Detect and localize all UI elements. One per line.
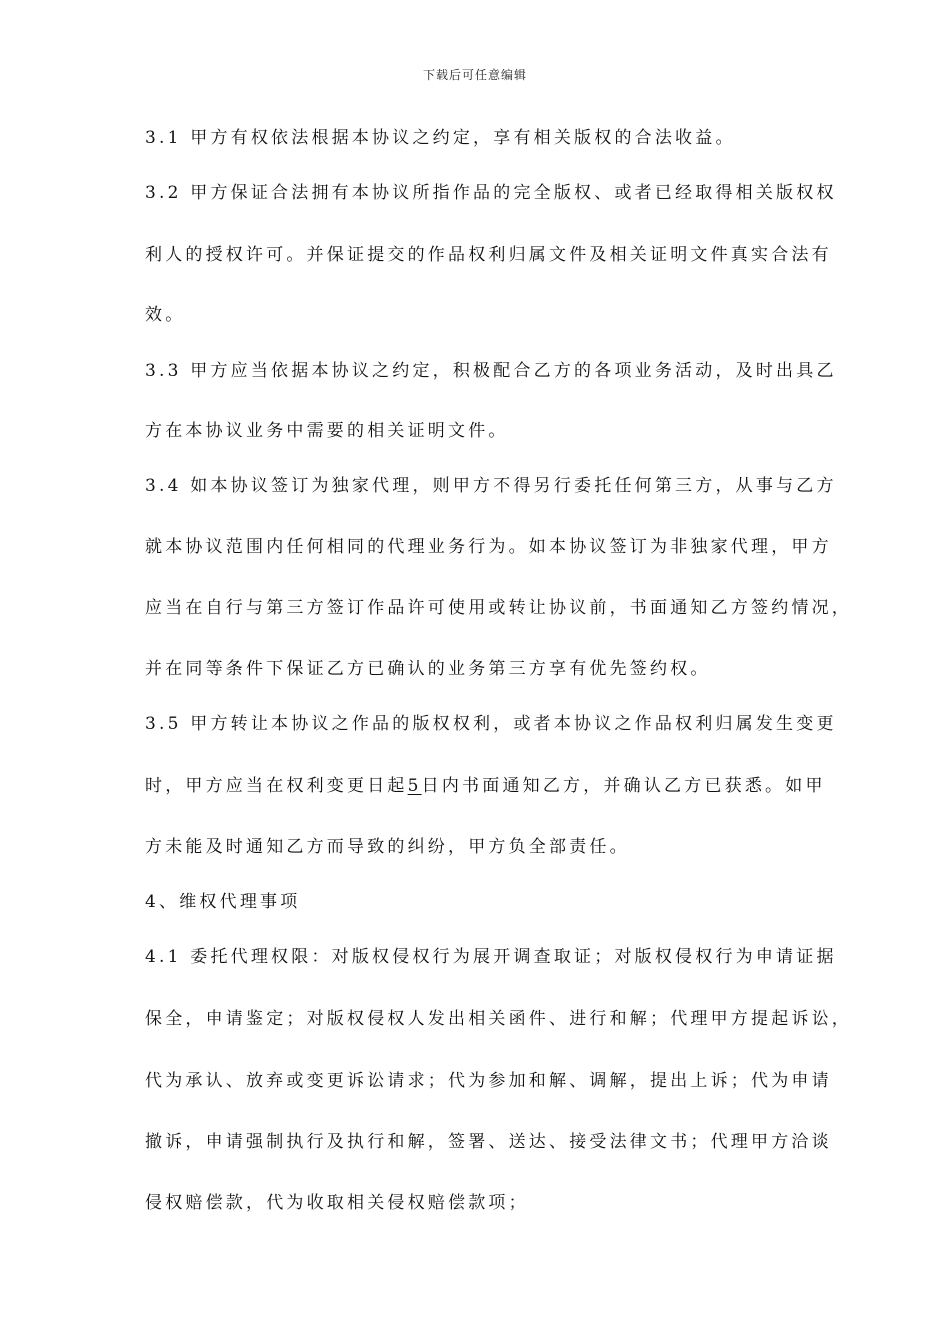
clause-3-4-line-3: 应当在自行与第三方签订作品许可使用或转让协议前，书面通知乙方签约情况， (145, 598, 852, 618)
clause-4-1-line-1: 4.1 委托代理权限：对版权侵权行为展开调查取证；对版权侵权行为申请证据 (145, 947, 837, 967)
clause-3-4-line-4: 并在同等条件下保证乙方已确认的业务第三方享有优先签约权。 (145, 659, 711, 679)
clause-4-1-line-4: 撤诉，申请强制执行及执行和解，签署、送达、接受法律文书；代理甲方洽谈 (145, 1132, 832, 1152)
notice-days-blank: 5 (407, 776, 422, 796)
clause-3-5-text-before-blank: 时，甲方应当在权利变更日起 (145, 776, 408, 796)
clause-4-1-line-2: 保全，申请鉴定；对版权侵权人发出相关函件、进行和解；代理甲方提起诉讼， (145, 1009, 852, 1029)
clause-3-5-line-3: 方未能及时通知乙方而导致的纠纷，甲方负全部责任。 (145, 837, 630, 857)
clause-3-2-line-1: 3.2 甲方保证合法拥有本协议所指作品的完全版权、或者已经取得相关版权权 (145, 183, 837, 203)
clause-3-2-line-2: 利人的授权许可。并保证提交的作品权利归属文件及相关证明文件真实合法有 (145, 245, 832, 265)
clause-3-3-line-2: 方在本协议业务中需要的相关证明文件。 (145, 421, 509, 441)
clause-3-5-text-after-blank: 日内书面通知乙方，并确认乙方已获悉。如甲 (421, 776, 826, 796)
clause-3-4-line-2: 就本协议范围内任何相同的代理业务行为。如本协议签订为非独家代理，甲方 (145, 537, 832, 557)
clause-3-5-line-1: 3.5 甲方转让本协议之作品的版权权利，或者本协议之作品权利归属发生变更 (145, 714, 837, 734)
section-4-heading: 4、维权代理事项 (145, 892, 301, 912)
clause-3-4-line-1: 3.4 如本协议签订为独家代理，则甲方不得另行委托任何第三方，从事与乙方 (145, 476, 837, 496)
clause-4-1-line-3: 代为承认、放弃或变更诉讼请求；代为参加和解、调解，提出上诉；代为申请 (145, 1071, 832, 1091)
clause-3-3-line-1: 3.3 甲方应当依据本协议之约定，积极配合乙方的各项业务活动，及时出具乙 (145, 361, 837, 381)
clause-3-2-line-3: 效。 (145, 305, 186, 325)
page-header: 下载后可任意编辑 (422, 68, 527, 82)
clause-4-1-line-5: 侵权赔偿款，代为收取相关侵权赔偿款项； (145, 1193, 529, 1213)
clause-3-1-line: 3.1 甲方有权依法根据本协议之约定，享有相关版权的合法收益。 (145, 128, 736, 148)
clause-3-5-line-2 (145, 774, 825, 798)
